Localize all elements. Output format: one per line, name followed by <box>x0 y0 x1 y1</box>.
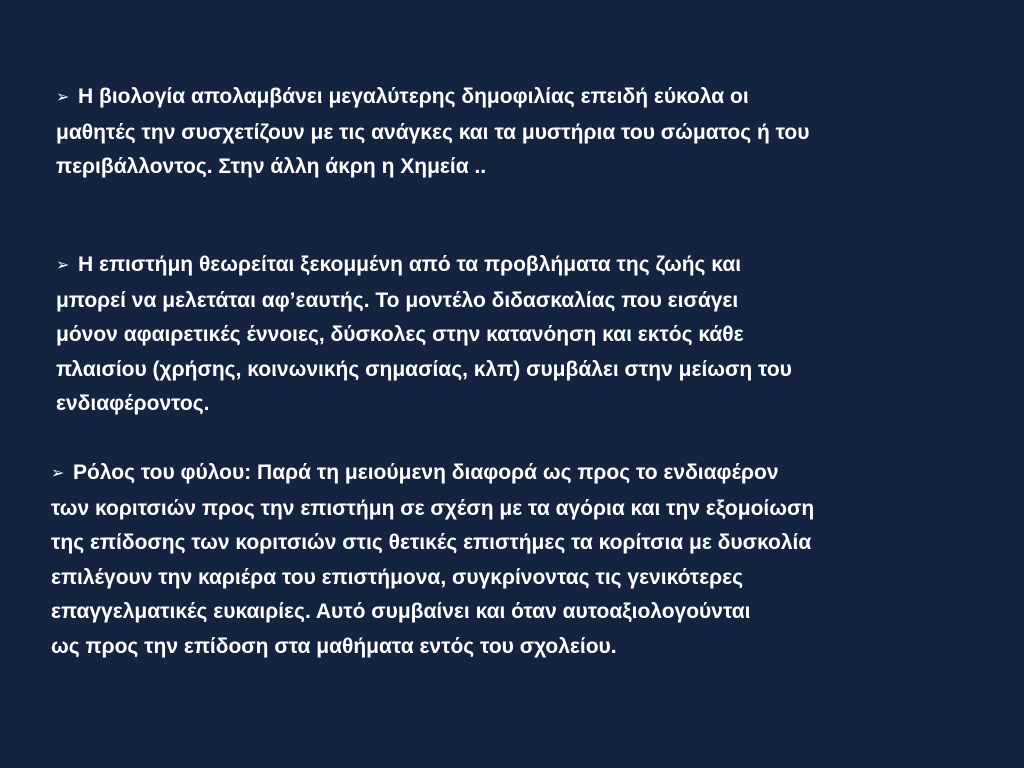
paragraph-line: ➢ Η επιστήμη θεωρείται ξεκομμένη από τα προβλήματα της ζωής και <box>56 248 792 284</box>
paragraph-line: ως προς την επίδοση στα μαθήματα εντός του σχολείου. <box>51 634 617 658</box>
paragraph-line: περιβάλλοντος. Στην άλλη άκρη η Χημεία .. <box>56 155 487 178</box>
bullet-paragraph-gender <box>51 456 814 664</box>
arrow-bullet-icon: ➢ <box>51 465 65 482</box>
paragraph-line: επαγγελματικές ευκαιρίες. Αυτό συμβαίνει και όταν αυτοαξιολογούνται <box>51 600 751 623</box>
paragraph-line: της επίδοσης των κοριτσιών στις θετικές επιστήμες τα κορίτσια με δυσκολία <box>51 531 812 554</box>
paragraph-line: ενδιαφέροντος. <box>56 392 210 415</box>
arrow-bullet-icon: ➢ <box>56 89 70 106</box>
paragraph-line: πλαισίου (χρήσης, κοινωνικής σημασίας, κλπ) συμβάλει στην μείωση του <box>56 357 792 381</box>
paragraph-line: των κοριτσιών προς την επιστήμη σε σχέση με τα αγόρια και την εξομοίωση <box>51 496 815 520</box>
paragraph-line: επιλέγουν την καριέρα του επιστήμονα, συγκρίνοντας τις γενικότερες <box>51 565 744 589</box>
bullet-paragraph-biology <box>56 80 809 185</box>
paragraph-line: ➢ Ρόλος του φύλου: Παρά τη μειούμενη διαφορά ως προς το ενδιαφέρον <box>51 456 814 492</box>
bullet-paragraph-science <box>56 248 792 422</box>
paragraph-line: μόνον αφαιρετικές έννοιες, δύσκολες στην κατανόηση και εκτός κάθε <box>56 323 744 346</box>
arrow-bullet-icon: ➢ <box>56 257 70 274</box>
paragraph-line: ➢ Η βιολογία απολαμβάνει μεγαλύτερης δημοφιλίας επειδή εύκολα οι <box>56 80 809 116</box>
paragraph-line: μπορεί να μελετάται αφ’εαυτής. Το μοντέλο διδασκαλίας που εισάγει <box>56 288 739 312</box>
paragraph-line: μαθητές την συσχετίζουν με τις ανάγκες και τα μυστήρια του σώματος ή του <box>56 120 810 144</box>
